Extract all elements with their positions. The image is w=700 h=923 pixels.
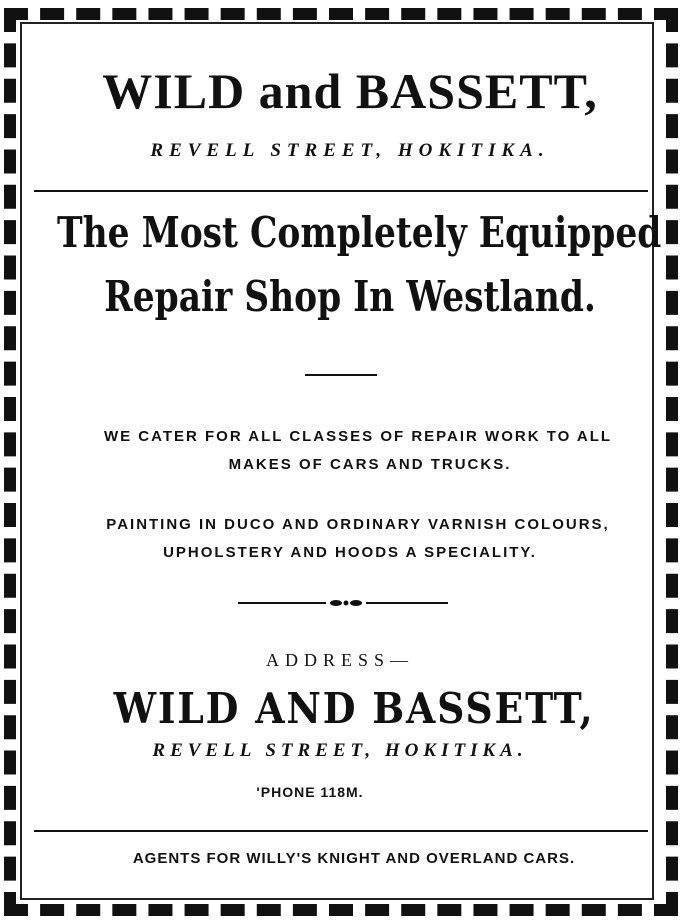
ornament-divider bbox=[238, 598, 448, 608]
firm-name-repeat: WILD AND BASSETT, bbox=[113, 684, 595, 733]
address-label: ADDRESS— bbox=[265, 650, 415, 670]
agents-line: AGENTS FOR WILLY'S KNIGHT AND OVERLAND CARS. bbox=[132, 850, 576, 867]
short-divider bbox=[305, 374, 377, 376]
phone-number: 'PHONE 118M. bbox=[256, 784, 364, 800]
cater-line-1: WE CATER FOR ALL CLASSES OF REPAIR WORK TO ALL bbox=[103, 428, 613, 445]
street-address-repeat: REVELL STREET, HOKITIKA. bbox=[152, 740, 528, 761]
headline-line-1: The Most Completely Equipped bbox=[57, 208, 662, 257]
headline-line-2: Repair Shop In Westland. bbox=[104, 272, 596, 321]
painting-line-1: PAINTING IN DUCO AND ORDINARY VARNISH COLOURS, bbox=[106, 516, 610, 533]
painting-line-2: UPHOLSTERY AND HOODS A SPECIALITY. bbox=[163, 544, 537, 561]
firm-name-heading: WILD and BASSETT, bbox=[102, 63, 598, 119]
top-divider-rule bbox=[34, 190, 648, 192]
bottom-divider-rule bbox=[34, 830, 648, 832]
street-address: REVELL STREET, HOKITIKA. bbox=[150, 140, 550, 161]
cater-line-2: MAKES OF CARS AND TRUCKS. bbox=[228, 456, 512, 473]
